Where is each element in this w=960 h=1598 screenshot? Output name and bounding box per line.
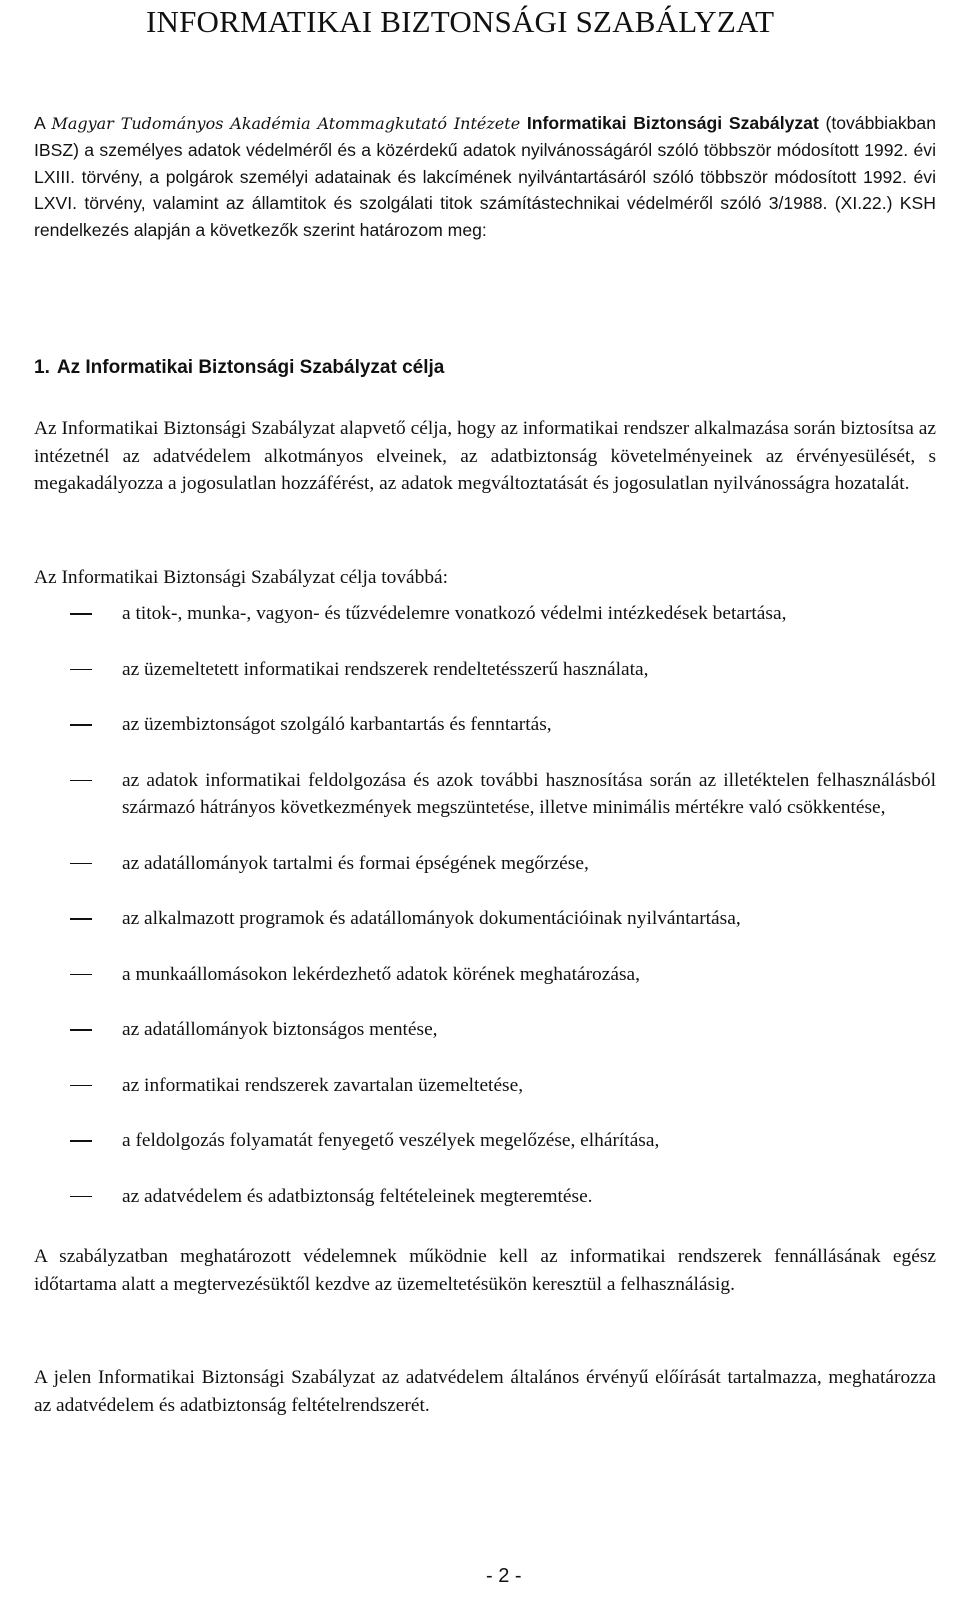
dash-bullet-icon bbox=[70, 613, 92, 615]
list-item: az üzembiztonságot szolgáló karbantartás és fenntartás, bbox=[34, 711, 936, 739]
dash-bullet-icon bbox=[70, 863, 92, 865]
dash-bullet-icon bbox=[70, 974, 92, 976]
closing-paragraph: A jelen Informatikai Biztonsági Szabályzat az adatvédelem általános érvényű előírását tartalmazza, meghatározza az adatvédelem és adatbiztonság feltételrendszerét. bbox=[34, 1367, 936, 1416]
purpose-paragraph: Az Informatikai Biztonsági Szabályzat alapvető célja, hogy az informatikai rendszer alkalmazása során biztosítsa az intézetnél az adatvédelem alkotmányos elveinek, az adatbiztonság követelményeinek az érvényesülését, s megakadályozza a jogosulatlan hozzáférést, az adatok megváltoztatását és jogosulatlan nyilvánosságra hozatalát. bbox=[34, 418, 936, 494]
regulation-name: Informatikai Biztonsági Szabályzat bbox=[526, 113, 819, 133]
dash-bullet-icon bbox=[70, 1196, 92, 1198]
list-item: az alkalmazott programok és adatállományok dokumentációinak nyilvántartása, bbox=[34, 905, 936, 933]
intro-space bbox=[520, 113, 527, 133]
dash-bullet-icon bbox=[70, 1140, 92, 1142]
list-item: az informatikai rendszerek zavartalan üzemeltetése, bbox=[34, 1072, 936, 1100]
dash-bullet-icon bbox=[70, 1085, 92, 1087]
section-title: Az Informatikai Biztonsági Szabályzat célja bbox=[56, 357, 445, 378]
list-item: a munkaállomásokon lekérdezhető adatok körének meghatározása, bbox=[34, 961, 936, 989]
dash-bullet-icon bbox=[70, 724, 92, 726]
list-item: az adatok informatikai feldolgozása és azok további hasznosítása során az illetéktelen felhasználásból származó hátrányos következmények megszüntetése, illetve minimális mértékre való csökkentése, bbox=[34, 767, 936, 822]
institution-name: Magyar Tudományos Akadémia Atommagkutató Intézete bbox=[51, 114, 521, 133]
section-heading bbox=[34, 357, 444, 379]
goals-list bbox=[34, 600, 936, 1210]
dash-bullet-icon bbox=[70, 1029, 92, 1031]
dash-bullet-icon bbox=[70, 780, 92, 782]
dash-bullet-icon bbox=[70, 918, 92, 920]
page-number: - 2 - bbox=[486, 1565, 522, 1587]
scope-paragraph: A szabályzatban meghatározott védelemnek működnie kell az informatikai rendszerek fennállásának egész időtartama alatt a megtervezésüktől kezdve az üzemeltetésükön keresztül a felhasználásig. bbox=[34, 1246, 936, 1295]
list-item: a feldolgozás folyamatát fenyegető veszélyek megelőzése, elhárítása, bbox=[34, 1127, 936, 1155]
list-item: az adatállományok tartalmi és formai épségének megőrzése, bbox=[34, 850, 936, 878]
intro-prefix: A bbox=[34, 113, 52, 133]
section-number: 1. bbox=[34, 357, 50, 378]
dash-bullet-icon bbox=[70, 669, 92, 671]
list-item: az adatállományok biztonságos mentése, bbox=[34, 1016, 936, 1044]
list-intro: Az Informatikai Biztonsági Szabályzat célja továbbá: bbox=[34, 567, 449, 588]
list-item: az üzemeltetett informatikai rendszerek rendeltetésszerű használata, bbox=[34, 656, 936, 684]
intro-paragraph bbox=[34, 110, 936, 243]
intro-body: (továbbiakban IBSZ) a személyes adatok védelméről és a közérdekű adatok nyilvánosságáról szóló többször módosított 1992. évi LXIII. törvény, a polgárok személyi adatainak és lakcímének nyilvántartásáról szóló többször módosított 1992. évi LXVI. törvény, valamint az államtitok és szolgálati titok számítástechnikai védelméről szóló 3/1988. (XI.22.) KSH rendelkezés alapján a következők szerint határozom meg: bbox=[34, 113, 937, 240]
list-item: a titok-, munka-, vagyon- és tűzvédelemre vonatkozó védelmi intézkedések betartása, bbox=[34, 600, 936, 628]
document-title: INFORMATIKAI BIZTONSÁGI SZABÁLYZAT bbox=[146, 4, 775, 39]
list-item: az adatvédelem és adatbiztonság feltételeinek megteremtése. bbox=[34, 1183, 936, 1211]
